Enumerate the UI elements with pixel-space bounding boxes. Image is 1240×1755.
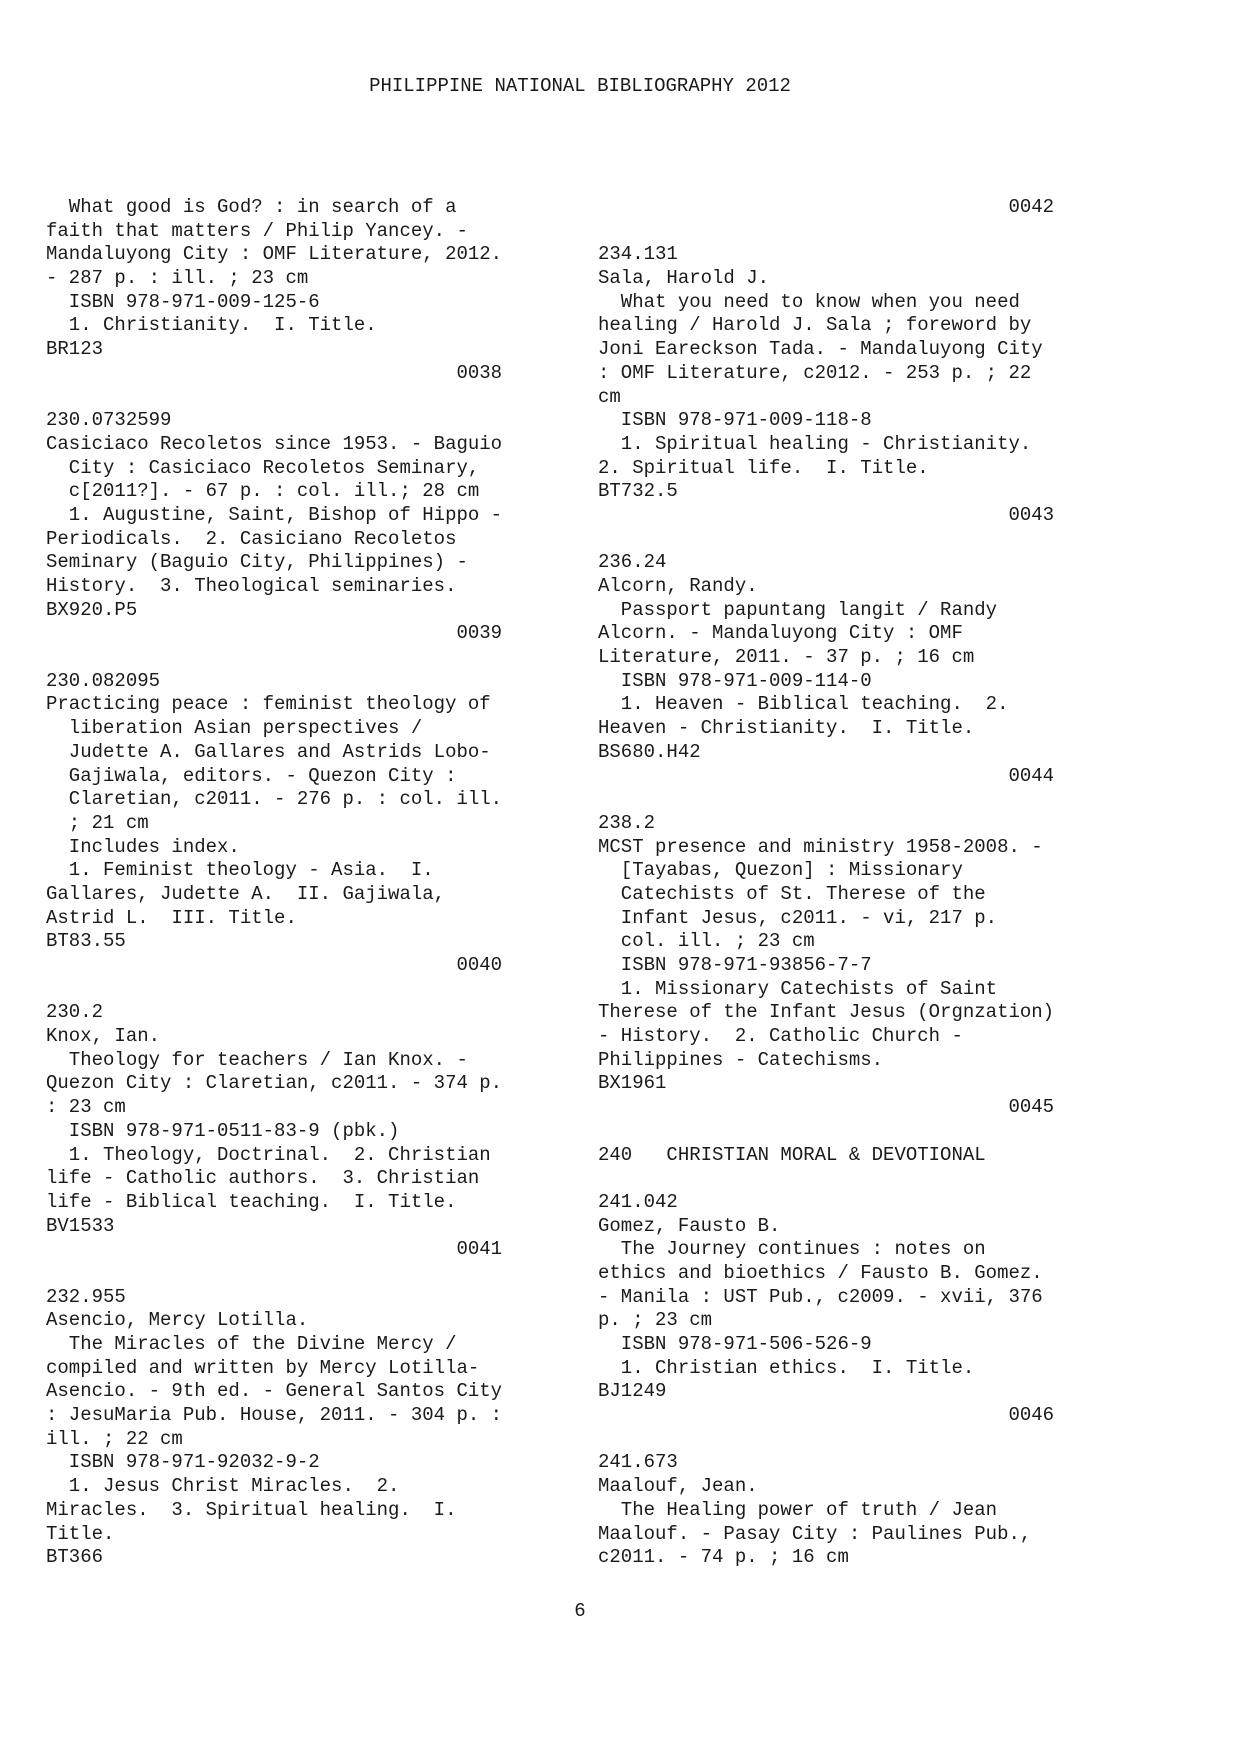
right-column: [598, 196, 1108, 1570]
right-column-line: Maalouf. - Pasay City : Paulines Pub.,: [598, 1522, 1032, 1545]
left-column-line: : 23 cm: [46, 1096, 126, 1119]
left-column-line: BR123: [46, 338, 104, 361]
right-column-line: healing / Harold J. Sala ; foreword by: [598, 314, 1032, 337]
right-column-line: Passport papuntang langit / Randy: [598, 598, 998, 621]
left-column-line: 232.955: [46, 1285, 126, 1308]
right-column-line: Alcorn. - Mandaluyong City : OMF: [598, 622, 963, 645]
left-column-line: liberation Asian perspectives /: [46, 717, 423, 740]
right-column-line: 0042: [598, 196, 1055, 218]
right-column-line: [Tayabas, Quezon] : Missionary: [598, 859, 963, 882]
left-column-line: Title.: [46, 1522, 115, 1545]
right-column-line: p. ; 23 cm: [598, 1309, 713, 1332]
left-column-line: Mandaluyong City : OMF Literature, 2012.: [46, 243, 503, 266]
right-column-line: : OMF Literature, c2012. - 253 p. ; 22: [598, 361, 1032, 384]
left-column-line: 230.0732599: [46, 409, 172, 432]
left-column-line: 1. Jesus Christ Miracles. 2.: [46, 1475, 400, 1498]
right-column-line: Therese of the Infant Jesus (Orgnzation): [598, 1001, 1055, 1024]
left-column-line: Gallares, Judette A. II. Gajiwala,: [46, 882, 446, 905]
left-column-line: Asencio. - 9th ed. - General Santos City: [46, 1380, 503, 1403]
right-column-line: MCST presence and ministry 1958-2008. -: [598, 835, 1043, 858]
left-column-line: ISBN 978-971-92032-9-2: [46, 1451, 320, 1474]
right-column-line: [598, 1120, 1108, 1144]
right-column-line: [598, 1167, 1108, 1191]
right-column-line: 238.2: [598, 811, 656, 834]
left-column-line: 1. Feminist theology - Asia. I.: [46, 859, 434, 882]
right-column-line: The Journey continues : notes on: [598, 1238, 986, 1261]
right-column-line: Alcorn, Randy.: [598, 575, 758, 597]
right-column-line: Philippines - Catechisms.: [598, 1048, 884, 1071]
right-column-line: c2011. - 74 p. ; 16 cm: [598, 1546, 849, 1569]
left-column-line: [46, 386, 556, 410]
right-column-line: 240 CHRISTIAN MORAL & DEVOTIONAL: [598, 1143, 986, 1166]
right-column-line: Catechists of St. Therese of the: [598, 882, 986, 905]
left-column-line: Miracles. 3. Spiritual healing. I.: [46, 1498, 457, 1521]
left-column-line: life - Catholic authors. 3. Christian: [46, 1167, 480, 1190]
right-column-line: 0045: [598, 1096, 1055, 1119]
left-column-line: BV1533: [46, 1214, 115, 1237]
right-column-line: 1. Missionary Catechists of Saint: [598, 977, 998, 1000]
right-column-line: cm: [598, 385, 621, 408]
left-column-line: Seminary (Baguio City, Philippines) -: [46, 551, 468, 574]
page-number: 6: [574, 1600, 586, 1622]
right-column-line: col. ill. ; 23 cm: [598, 930, 815, 953]
right-column-line: 241.673: [598, 1451, 678, 1474]
left-column-line: Periodicals. 2. Casiciano Recoletos: [46, 527, 457, 550]
right-column-line: 236.24: [598, 551, 667, 574]
right-column-line: ISBN 978-971-009-118-8: [598, 409, 872, 432]
right-column-line: ethics and bioethics / Fausto B. Gomez.: [598, 1261, 1043, 1284]
right-column-line: 0043: [598, 503, 1055, 526]
left-column-line: Claretian, c2011. - 276 p. : col. ill.: [46, 788, 503, 811]
left-column-line: Gajiwala, editors. - Quezon City :: [46, 764, 457, 787]
left-column-line: [46, 978, 556, 1002]
left-column-line: City : Casiciaco Recoletos Seminary,: [46, 456, 480, 479]
right-column-line: 0044: [598, 764, 1055, 787]
right-column-line: Sala, Harold J.: [598, 267, 770, 290]
right-column-line: 1. Spiritual healing - Christianity.: [598, 432, 1032, 455]
left-column-line: BX920.P5: [46, 598, 138, 621]
right-column-line: 2. Spiritual life. I. Title.: [598, 456, 929, 479]
right-column-line: ISBN 978-971-93856-7-7: [598, 954, 872, 976]
left-column-line: Theology for teachers / Ian Knox. -: [46, 1048, 468, 1071]
right-column-line: BJ1249: [598, 1380, 667, 1403]
right-column-line: 1. Heaven - Biblical teaching. 2.: [598, 693, 1009, 716]
right-column-line: Literature, 2011. - 37 p. ; 16 cm: [598, 646, 975, 669]
left-column-line: faith that matters / Philip Yancey. -: [46, 219, 468, 242]
left-column-line: ISBN 978-971-009-125-6: [46, 290, 320, 313]
left-column-line: 1. Augustine, Saint, Bishop of Hippo -: [46, 503, 503, 526]
left-column-line: 1. Theology, Doctrinal. 2. Christian: [46, 1143, 491, 1166]
left-column-line: 0040: [46, 954, 503, 976]
left-column-line: life - Biblical teaching. I. Title.: [46, 1190, 457, 1213]
left-column-line: Includes index.: [46, 835, 240, 858]
left-column-line: ISBN 978-971-0511-83-9 (pbk.): [46, 1119, 400, 1142]
left-column-line: 230.2: [46, 1001, 104, 1024]
right-column-line: [598, 1428, 1108, 1452]
right-column-line: Joni Eareckson Tada. - Mandaluyong City: [598, 338, 1043, 361]
left-column-line: 0039: [46, 622, 503, 645]
left-column-line: Practicing peace : feminist theology of: [46, 693, 491, 716]
left-column-line: ill. ; 22 cm: [46, 1427, 183, 1450]
left-column-line: The Miracles of the Divine Mercy /: [46, 1333, 457, 1355]
left-column-line: Judette A. Gallares and Astrids Lobo-: [46, 740, 491, 763]
left-column-line: 0038: [46, 361, 503, 384]
left-column-line: Quezon City : Claretian, c2011. - 374 p.: [46, 1072, 503, 1095]
right-column-line: ISBN 978-971-009-114-0: [598, 669, 872, 692]
left-column-line: 1. Christianity. I. Title.: [46, 314, 377, 337]
right-column-line: [598, 528, 1108, 552]
page-title: PHILIPPINE NATIONAL BIBLIOGRAPHY 2012: [369, 75, 791, 97]
left-column-line: 230.082095: [46, 669, 161, 692]
right-column-line: - History. 2. Catholic Church -: [598, 1025, 963, 1048]
right-column-line: The Healing power of truth / Jean: [598, 1498, 998, 1521]
right-column-line: 0046: [598, 1404, 1055, 1427]
left-column-line: - 287 p. : ill. ; 23 cm: [46, 267, 309, 290]
right-column-line: [598, 220, 1108, 244]
left-column-line: : JesuMaria Pub. House, 2011. - 304 p. :: [46, 1404, 503, 1427]
left-column-line: BT366: [46, 1546, 104, 1569]
right-column-line: BS680.H42: [598, 740, 701, 763]
left-column-line: [46, 1262, 556, 1286]
left-column-line: History. 3. Theological seminaries.: [46, 575, 457, 597]
left-column-line: Asencio, Mercy Lotilla.: [46, 1309, 309, 1332]
left-column-line: [46, 646, 556, 670]
right-column-line: 234.131: [598, 243, 678, 266]
left-column-line: Astrid L. III. Title.: [46, 906, 297, 929]
right-column-line: ISBN 978-971-506-526-9: [598, 1333, 872, 1355]
left-column: [46, 196, 556, 1570]
right-column-line: Maalouf, Jean.: [598, 1475, 758, 1498]
right-column-line: BX1961: [598, 1072, 667, 1095]
left-column-line: Casiciaco Recoletos since 1953. - Baguio: [46, 432, 503, 455]
right-column-line: Gomez, Fausto B.: [598, 1214, 781, 1237]
right-column-line: Heaven - Christianity. I. Title.: [598, 717, 975, 740]
right-column-line: 1. Christian ethics. I. Title.: [598, 1356, 975, 1379]
right-column-line: 241.042: [598, 1190, 678, 1213]
left-column-line: Knox, Ian.: [46, 1025, 161, 1048]
right-column-line: BT732.5: [598, 480, 678, 503]
right-column-line: What you need to know when you need: [598, 290, 1020, 313]
right-column-line: Infant Jesus, c2011. - vi, 217 p.: [598, 906, 998, 929]
left-column-line: What good is God? : in search of a: [46, 196, 457, 218]
left-column-line: BT83.55: [46, 930, 126, 953]
left-column-line: compiled and written by Mercy Lotilla-: [46, 1356, 480, 1379]
left-column-line: ; 21 cm: [46, 811, 149, 834]
right-column-line: [598, 788, 1108, 812]
left-column-line: 0041: [46, 1238, 503, 1261]
left-column-line: c[2011?]. - 67 p. : col. ill.; 28 cm: [46, 480, 480, 503]
right-column-line: - Manila : UST Pub., c2009. - xvii, 376: [598, 1285, 1043, 1308]
